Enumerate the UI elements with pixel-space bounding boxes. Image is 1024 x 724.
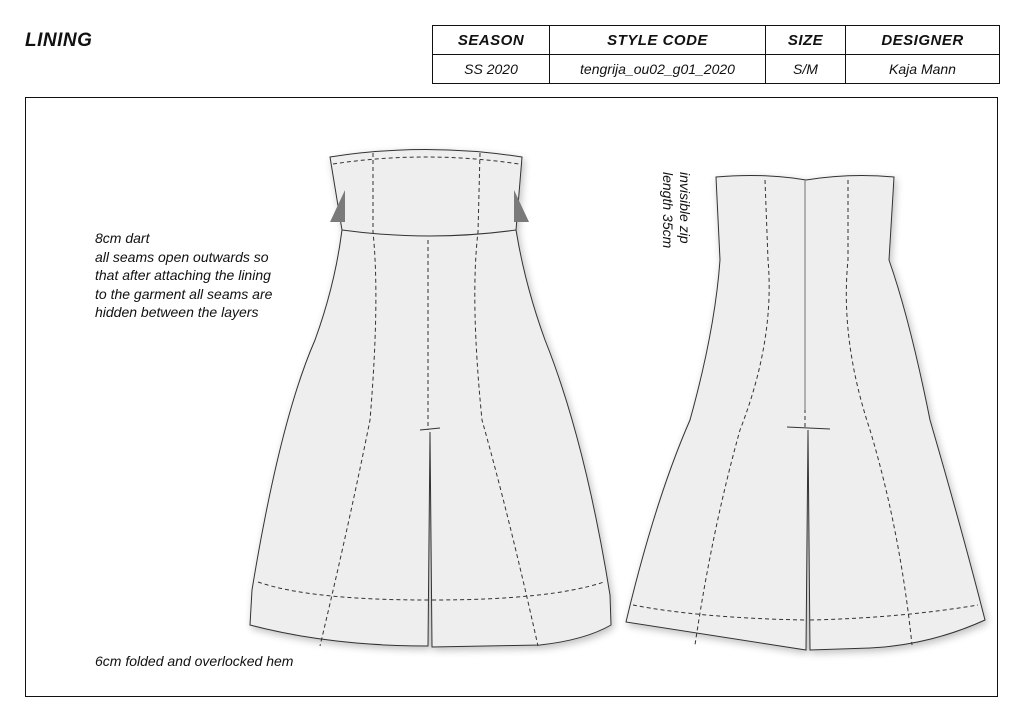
page-title: LINING xyxy=(25,30,93,51)
seams-note-line: all seams open outwards so xyxy=(95,248,269,265)
style-code-header: STYLE CODE xyxy=(550,26,766,55)
designer-value: Kaja Mann xyxy=(846,55,1000,84)
seams-note-line: that after attaching the lining xyxy=(95,267,271,283)
hem-note: 6cm folded and overlocked hem xyxy=(95,653,294,669)
seams-note-line: hidden between the layers xyxy=(95,304,259,320)
zip-note-line: invisible zip xyxy=(677,172,693,244)
front-view xyxy=(250,150,611,648)
dart-note xyxy=(95,229,272,322)
dart-note-title: 8cm dart xyxy=(95,230,150,246)
season-value: SS 2020 xyxy=(433,55,550,84)
designer-header: DESIGNER xyxy=(846,26,1000,55)
zip-note xyxy=(659,172,693,248)
zip-note-line: length 35cm xyxy=(660,172,676,249)
season-header: SEASON xyxy=(433,26,550,55)
front-silhouette xyxy=(250,150,611,648)
seams-note-line: to the garment all seams are xyxy=(95,285,273,302)
size-value: S/M xyxy=(766,55,846,84)
right-dart-icon xyxy=(514,190,529,222)
style-code-value: tengrija_ou02_g01_2020 xyxy=(550,55,766,84)
size-header: SIZE xyxy=(766,26,846,55)
